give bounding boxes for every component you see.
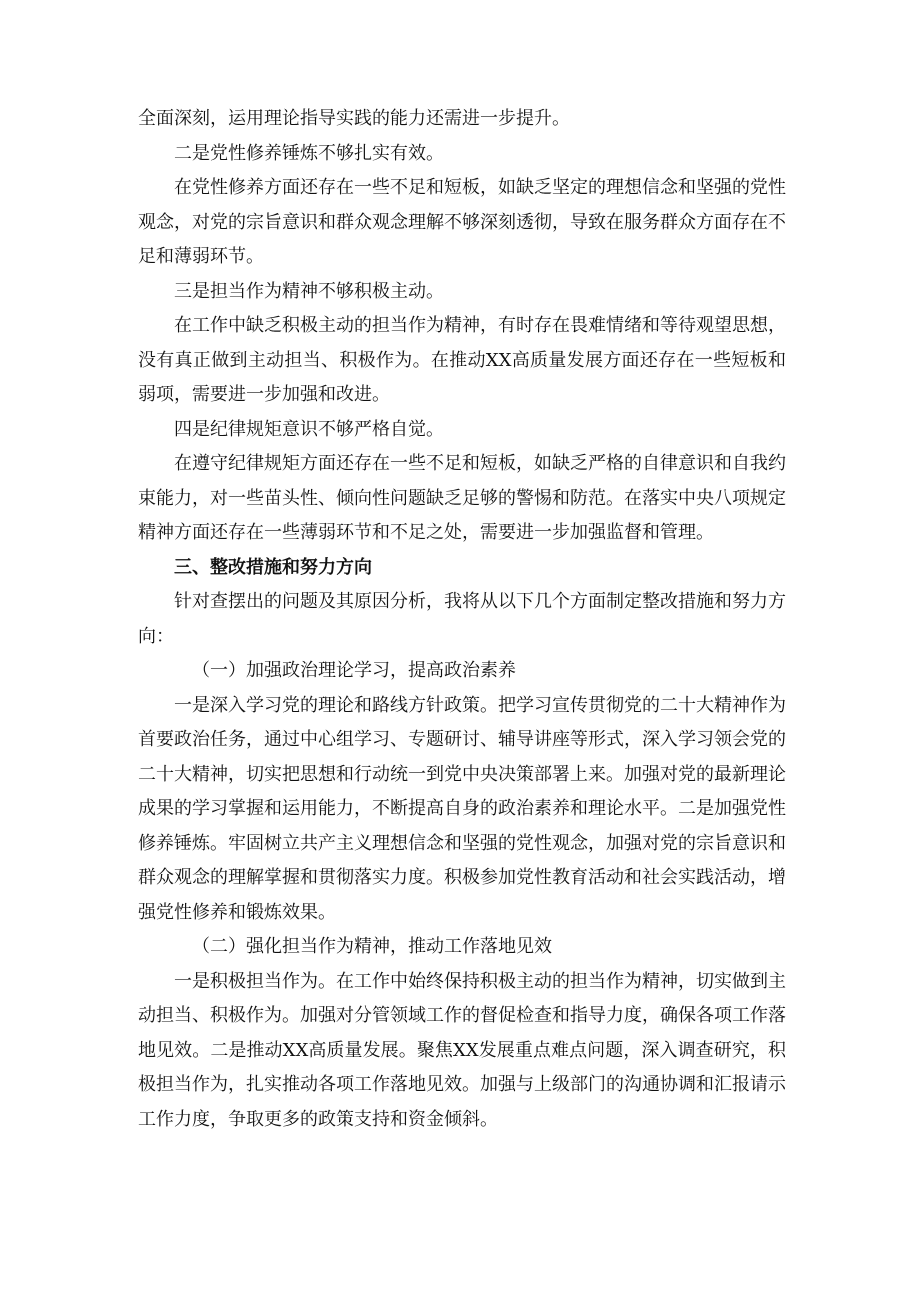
subsection-heading-2: （二）强化担当作为精神，推动工作落地见效 <box>192 936 552 957</box>
document-page <box>138 102 786 1137</box>
paragraph-intro: 针对查摆出的问题及其原因分析，我将从以下几个方面制定整改措施和努力方向： <box>138 591 786 647</box>
paragraph-item-3: 三是担当作为精神不够积极主动。 <box>174 280 444 302</box>
paragraph-item-4: 四是纪律规矩意识不够严格自觉。 <box>174 418 444 440</box>
paragraph-body: 在工作中缺乏积极主动的担当作为精神，有时存在畏难情绪和等待观望思想，没有真正做到主动担当、积极作为。在推动XX高质量发展方面还存在一些短板和弱项，需要进一步加强和改进。 <box>138 315 786 405</box>
paragraph-body: 一是积极担当作为。在工作中始终保持积极主动的担当作为精神，切实做到主动担当、积极作为。加强对分管领域工作的督促检查和指导力度，确保各项工作落地见效。二是推动XX高质量发展。聚焦XX发展重点难点问题，深入调查研究，积极担当作为，扎实推动各项工作落地见效。加强与上级部门的沟通协调和汇报请示工作力度，争取更多的政策支持和资金倾斜。 <box>138 970 786 1130</box>
paragraph-body: 一是深入学习党的理论和路线方针政策。把学习宣传贯彻党的二十大精神作为首要政治任务，通过中心组学习、专题研讨、辅导讲座等形式，深入学习领会党的二十大精神，切实把思想和行动统一到党中央决策部署上来。加强对党的最新理论成果的学习掌握和运用能力，不断提高自身的政治素养和理论水平。二是加强党性修养锤炼。牢固树立共产主义理想信念和坚强的党性观念，加强对党的宗旨意识和群众观念的理解掌握和贯彻落实力度。积极参加党性教育活动和社会实践活动，增强党性修养和锻炼效果。 <box>138 694 786 923</box>
section-heading: 三、整改措施和努力方向 <box>174 556 372 578</box>
paragraph-continuation: 全面深刻，运用理论指导实践的能力还需进一步提升。 <box>138 108 570 129</box>
paragraph-body: 在遵守纪律规矩方面还存在一些不足和短板，如缺乏严格的自律意识和自我约束能力，对一些苗头性、倾向性问题缺乏足够的警惕和防范。在落实中央八项规定精神方面还存在一些薄弱环节和不足之处，需要进一步加强监督和管理。 <box>138 453 786 543</box>
paragraph-body: 在党性修养方面还存在一些不足和短板，如缺乏坚定的理想信念和坚强的党性观念，对党的宗旨意识和群众观念理解不够深刻透彻，导致在服务群众方面存在不足和薄弱环节。 <box>138 177 786 267</box>
subsection-heading-1: （一）加强政治理论学习，提高政治素养 <box>192 660 516 681</box>
paragraph-item-2: 二是党性修养锤炼不够扎实有效。 <box>174 142 444 164</box>
